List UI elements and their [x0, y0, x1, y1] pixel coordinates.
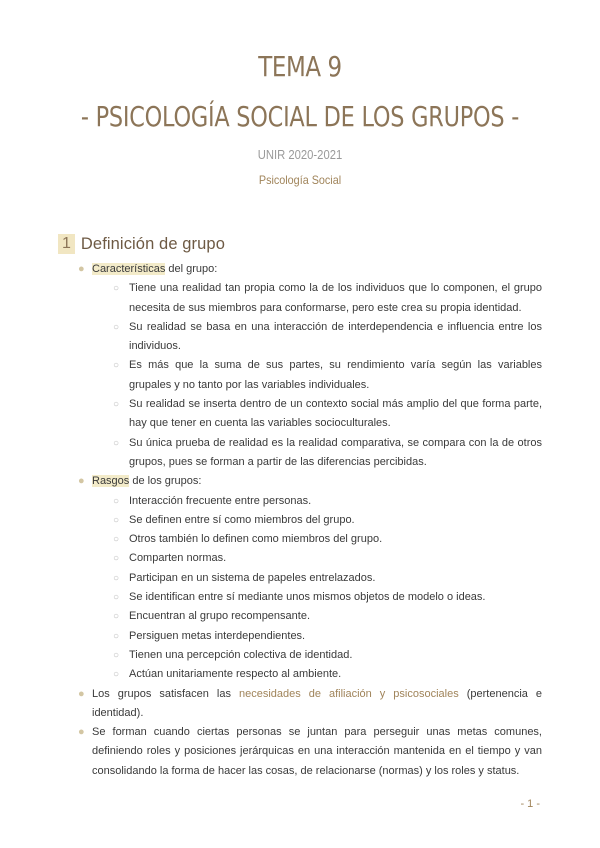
section-number: 1	[58, 234, 75, 254]
list-item-text: de los grupos:	[129, 475, 202, 488]
sub-list-item	[113, 627, 542, 646]
sub-bullet-icon: ○	[113, 649, 120, 661]
sub-list-item	[113, 530, 542, 549]
sub-bullet-icon: ○	[113, 534, 120, 546]
keyword-highlight: Características	[92, 263, 166, 275]
sub-bullet-icon: ○	[113, 611, 120, 623]
sub-bullet-icon: ○	[113, 592, 120, 604]
sub-list-text: Interacción frecuente entre personas.	[129, 494, 312, 507]
sub-list-item	[113, 434, 542, 473]
sub-list-text: Tiene una realidad tan propia como la de los individuos que lo componen, el grupo necesita de sus miembros para conformarse, pero este crea su propia identidad.	[129, 282, 542, 314]
sub-list-text: Se definen entre sí como miembros del grupo.	[129, 513, 355, 526]
sub-list-text: Encuentran al grupo recompensante.	[129, 610, 311, 623]
sub-bullet-icon: ○	[113, 514, 120, 526]
sub-list-text: Persiguen metas interdependientes.	[129, 629, 306, 642]
bullet-icon: ●	[78, 263, 85, 275]
section-heading	[58, 234, 225, 254]
doc-subtitle: - PSICOLOGÍA SOCIAL DE LOS GRUPOS -	[80, 100, 520, 133]
sub-list-item	[113, 492, 542, 511]
list-item-caracteristicas	[78, 260, 542, 279]
sub-list-text: Actúan unitariamente respecto al ambiente.	[129, 668, 342, 681]
sub-bullet-icon: ○	[113, 283, 120, 295]
sub-list-text: Comparten normas.	[129, 552, 227, 565]
sub-list-text: Su única prueba de realidad es la realidad comparativa, se compara con la de otros grupos, pues se forman a partir de las diferencias percibidas.	[129, 436, 542, 468]
institution-label: UNIR 2020-2021	[257, 148, 343, 162]
list-item-text: del grupo:	[165, 263, 218, 275]
content	[0, 260, 600, 781]
sub-list-item	[113, 318, 542, 357]
accent-text: necesidades de afiliación y psicosociales	[238, 687, 459, 700]
sub-list-text: Se identifican entre sí mediante unos mismos objetos de modelo o ideas.	[129, 591, 486, 604]
sub-bullet-icon: ○	[113, 321, 120, 333]
sub-bullet-icon: ○	[113, 437, 120, 449]
bullet-icon: ●	[78, 726, 85, 739]
sub-list-item	[113, 279, 542, 318]
list-item-roles	[78, 723, 542, 781]
keyword-highlight: Rasgos	[92, 475, 130, 488]
list-item-text: Los grupos satisfacen las	[92, 687, 239, 700]
bullet-icon: ●	[78, 475, 85, 488]
sub-list-text: Tienen una percepción colectiva de identidad.	[129, 648, 353, 661]
sub-list-item	[113, 569, 542, 588]
list-item-necesidades	[78, 685, 543, 724]
list-item-text: (pertenencia e identidad).	[92, 687, 543, 719]
list-item-rasgos	[78, 472, 542, 491]
sub-list-item	[113, 356, 542, 395]
bullet-icon: ●	[78, 687, 85, 700]
sub-list-item	[113, 395, 542, 434]
section-title: Definición de grupo	[80, 234, 225, 253]
sub-bullet-icon: ○	[113, 553, 120, 565]
course-label: Psicología Social	[258, 173, 342, 187]
sub-list-text: Es más que la suma de sus partes, su rendimiento varía según las variables grupales y no tanto por las variables individuales.	[129, 359, 542, 391]
sub-list-text: Participan en un sistema de papeles entrelazados.	[129, 571, 376, 584]
sub-list-text: Su realidad se basa en una interacción de interdependencia e influencia entre los individuos.	[129, 320, 542, 353]
sub-list-item	[113, 511, 542, 530]
sub-list-item	[113, 549, 542, 568]
doc-title: TEMA 9	[258, 50, 342, 83]
sub-bullet-icon: ○	[113, 495, 120, 507]
sub-list-text: Otros también lo definen como miembros del grupo.	[129, 533, 383, 546]
list-item-text: Se forman cuando ciertas personas se juntan para perseguir unas metas comunes, definiendo roles y posiciones jerárquicas en una interacción mantenida en el tiempo y van consolidando la forma de hacer las cosas, de relacionarse (normas) y los roles y status.	[92, 726, 542, 777]
sub-bullet-icon: ○	[113, 630, 120, 642]
sub-bullet-icon: ○	[113, 399, 120, 411]
sub-list-item	[113, 665, 542, 684]
sub-bullet-icon: ○	[113, 360, 120, 372]
sub-list-item	[113, 646, 542, 665]
sub-bullet-icon: ○	[113, 572, 120, 584]
sub-list-text: Su realidad se inserta dentro de un contexto social más amplio del que forma parte, hay que tener en cuenta las variables socioculturales.	[129, 398, 542, 430]
page-number: - 1 -	[520, 798, 540, 810]
sub-list-item	[113, 607, 542, 626]
sub-list-item	[113, 588, 542, 607]
sub-bullet-icon: ○	[113, 669, 120, 681]
